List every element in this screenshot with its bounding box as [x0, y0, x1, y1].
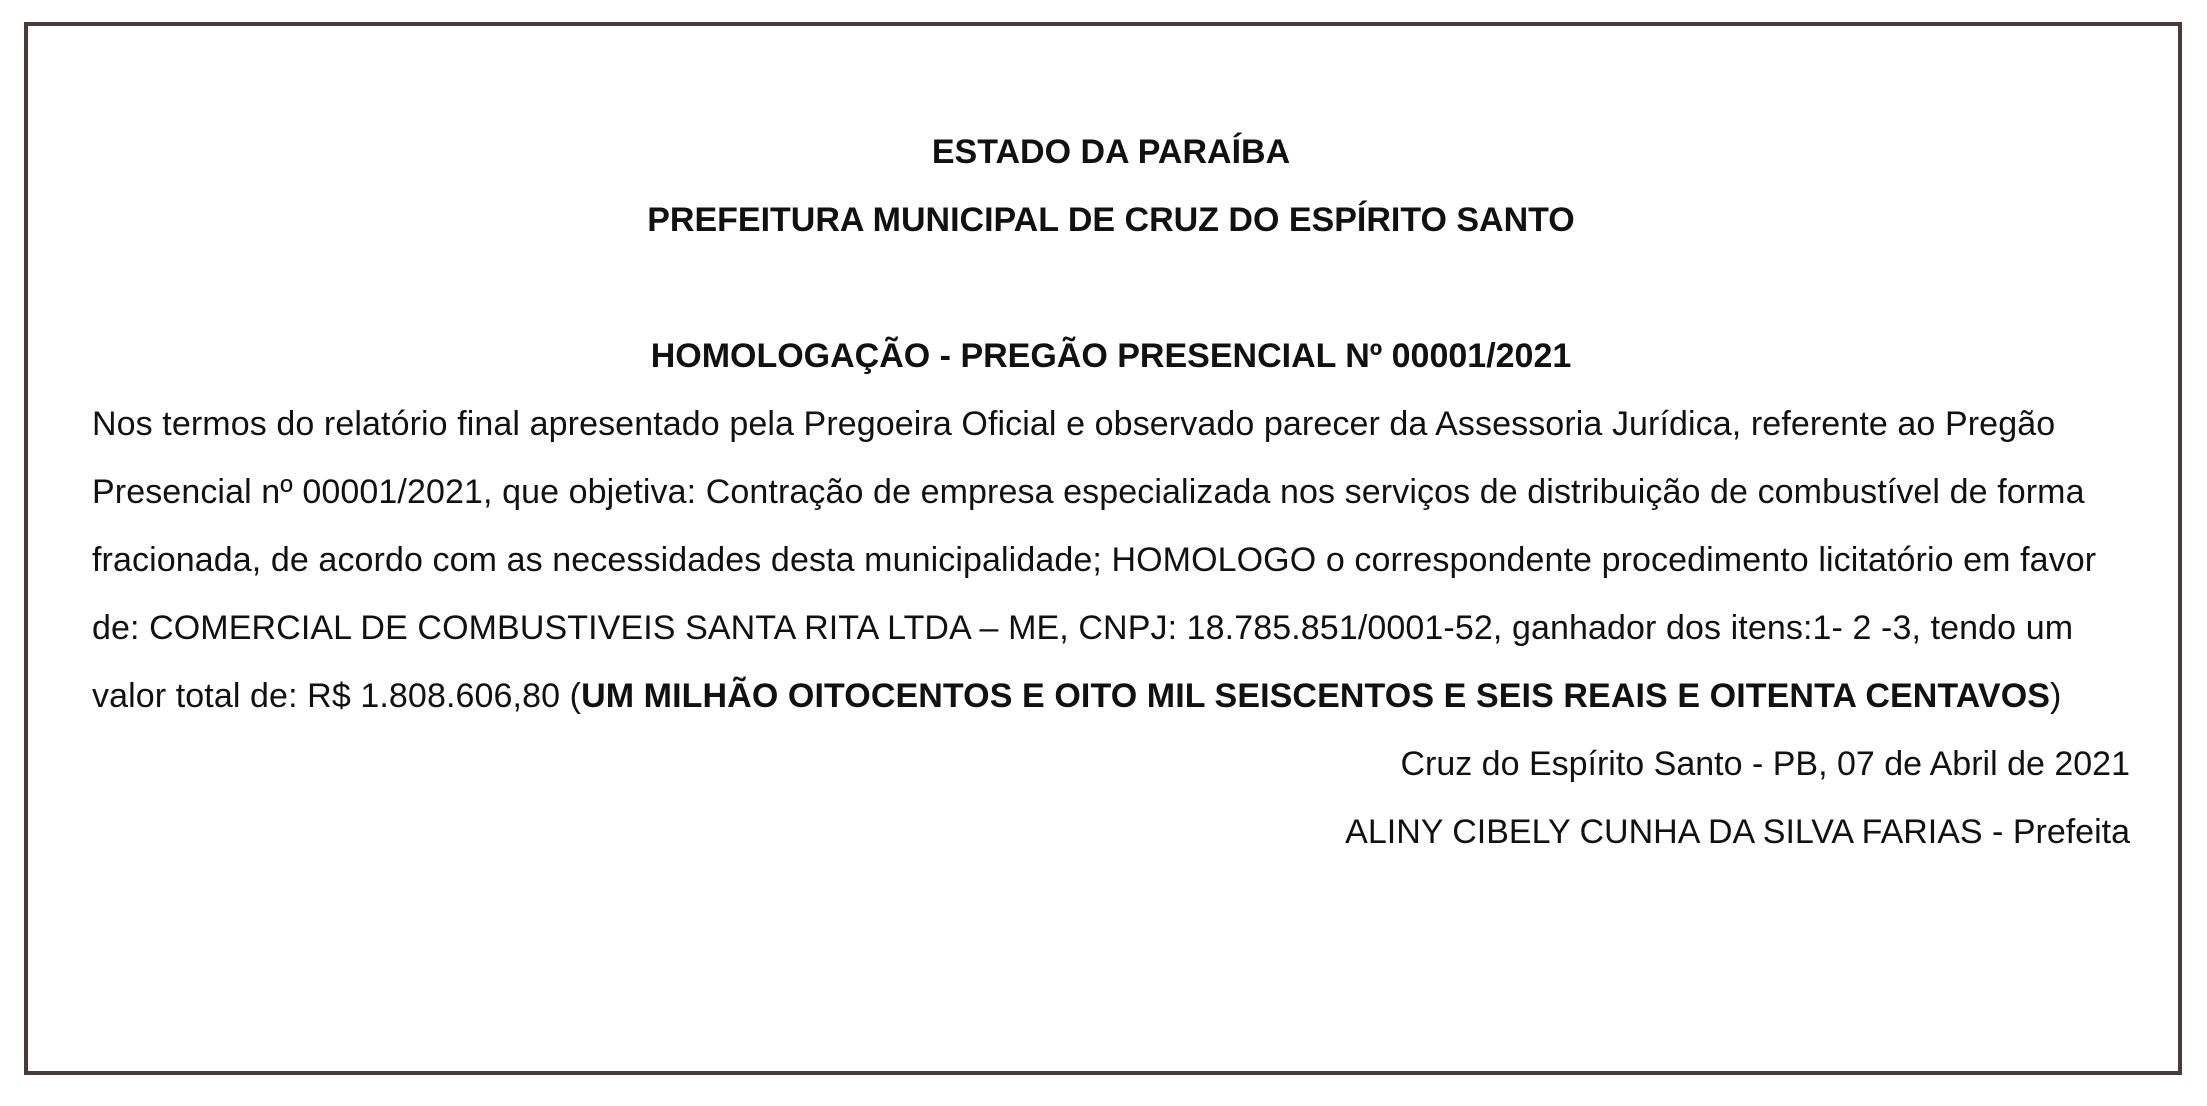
notice-frame [24, 22, 2182, 1075]
notice-content [92, 118, 2130, 866]
notice-title: HOMOLOGAÇÃO - PREGÃO PRESENCIAL Nº 00001/2021 [650, 337, 1572, 375]
amount-in-words: UM MILHÃO OITOCENTOS E OITO MIL SEISCENTOS E SEIS REAIS E OITENTA CENTAVOS [581, 677, 2051, 715]
place-and-date: Cruz do Espírito Santo - PB, 07 de Abril de 2021 [1400, 745, 2130, 783]
municipality-heading: PREFEITURA MUNICIPAL DE CRUZ DO ESPÍRITO SANTO [647, 201, 1575, 239]
body-main-text: Nos termos do relatório final apresentado pela Pregoeira Oficial e observado parecer da Assessoria Jurídica, referente ao Pregão Presencial nº 00001/2021, que objetiva: Contração de empresa especializada nos serviços de distribuição de combustível de forma fracionada, de acordo com as necessidades desta municipalidade; HOMOLOGO o correspondente procedimento licitatório em favor de: COMERCIAL DE COMBUSTIVEIS SANTA RITA LTDA – ME, CNPJ: 18.785.851/0001-52, ganhador dos itens:1- 2 -3, tendo um valor total de: R$ 1.808.606,80 ( [92, 405, 2097, 715]
closing-parenthesis: ) [2050, 677, 2062, 715]
notice-body [92, 390, 2130, 730]
heading-spacer [92, 254, 2130, 322]
state-heading: ESTADO DA PARAÍBA [931, 133, 1291, 171]
signatory: ALINY CIBELY CUNHA DA SILVA FARIAS - Prefeita [1345, 813, 2130, 851]
